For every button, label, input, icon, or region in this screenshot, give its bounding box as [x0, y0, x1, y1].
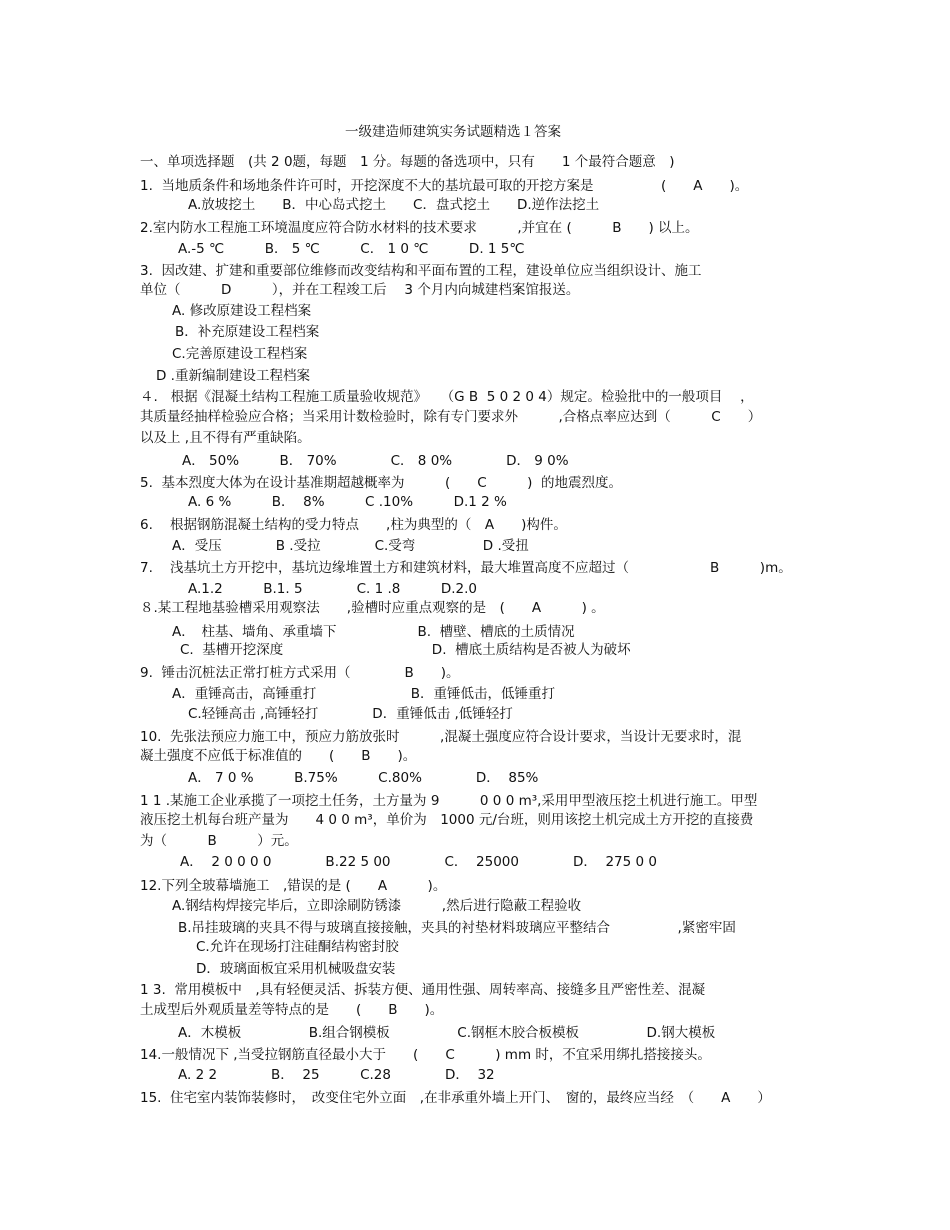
question-text: 1. 当地质条件和场地条件许可时，开挖深度不大的基坑最可取的开挖方案是 ( A )。 [140, 178, 749, 194]
answer-option: A.钢结构焊接完毕后，立即涂刷防锈漆 ,然后进行隐蔽工程验收 [172, 898, 582, 914]
question-text: 1 3. 常用模板中 ,具有轻便灵活、拆装方便、通用性强、周转率高、接缝多且严密性差、混凝 [140, 982, 706, 998]
answer-option: D．玻璃面板宜采用机械吸盘安装 [196, 961, 396, 977]
question-text: 液压挖土机每台班产量为 4 0 0 m³，单价为 1000 元/台班，则用该挖土机完成土方开挖的直接费 [140, 812, 754, 828]
answer-options: A.-5 ℃ B． 5 ℃ C． 1 0 ℃ D. 1 5℃ [178, 241, 525, 257]
page-title: 一级建造师建筑实务试题精选１答案 [345, 124, 561, 140]
answer-options: A． 2 0 0 0 0 B.22 5 00 C． 25000 D． 275 0 0 [180, 854, 657, 870]
question-text: 5. 基本烈度大体为在设计基准期超越概率为 ( C ) 的地震烈度。 [140, 475, 623, 491]
question-text: 单位（ D ），并在工程竣工后 3 个月内向城建档案馆报送。 [140, 282, 580, 298]
answer-options: C.轻锤高击 ,高锤轻打 D．重锤低击 ,低锤轻打 [188, 706, 513, 722]
question-text: 7. 浅基坑土方开挖中，基坑边缘堆置土方和建筑材料，最大堆置高度不应超过（ B )m。 [140, 560, 792, 576]
answer-options: A. 2 2 B． 25 C.28 D． 32 [178, 1067, 495, 1083]
answer-options: A． 7 0 % B.75% C.80% D． 85% [188, 770, 539, 786]
question-text: 15. 住宅室内装饰装修时， 改变住宅外立面 ,在非承重外墙上开门、 窗的，最终应当经 （ A ） [140, 1090, 771, 1106]
question-text: 10. 先张法预应力施工中，预应力筋放张时 ,混凝土强度应符合设计要求，当设计无要求时，混 [140, 729, 742, 745]
question-text: 2.室内防水工程施工环境温度应符合防水材料的技术要求 ,并宜在 ( B ) 以上。 [140, 220, 699, 236]
answer-options: A．重锤高击，高锤重打 B．重锤低击，低锤重打 [172, 686, 555, 702]
answer-options: A． 50% B． 70% C． 8 0% D． 9 0% [182, 453, 569, 469]
answer-option: C.允许在现场打注硅酮结构密封胶 [196, 939, 399, 955]
answer-options: A．受压 B .受拉 C.受弯 D .受扭 [172, 538, 529, 554]
answer-option: D .重新编制建设工程档案 [156, 368, 310, 384]
section-heading: 一、单项选择题 (共 2 0题，每题 1 分。每题的备选项中，只有 1 个最符合题意 ) [140, 154, 675, 170]
answer-options: A．木模板 B.组合钢模板 C.钢框木胶合板模板 D.钢大模板 [178, 1025, 716, 1041]
question-text: 12.下列全玻幕墙施工 ,错误的是 ( A )。 [140, 878, 447, 894]
question-text: 1 1 .某施工企业承揽了一项挖土任务，土方量为 9 0 0 0 m³,采用甲型液压挖土机进行施工。甲型 [140, 793, 758, 809]
question-text: ４. 根据《混凝土结构工程施工质量验收规范》 （G B 5 0 2 0 4）规定。检验批中的一般项目 ， [140, 389, 754, 405]
answer-option: A. 修改原建设工程档案 [172, 303, 312, 319]
question-text: 6. 根据钢筋混凝土结构的受力特点 ,柱为典型的（ A )构件。 [140, 517, 567, 533]
question-text: 9. 锤击沉桩法正常打桩方式采用（ B )。 [140, 665, 460, 681]
question-text: 其质量经抽样检验应合格；当采用计数检验时，除有专门要求外 ,合格点率应达到（ C ） [140, 409, 762, 425]
question-text: 14.一般情况下 ,当受拉钢筋直径最小大于 ( C ) mm 时，不宜采用绑扎搭接接头。 [140, 1047, 711, 1063]
question-text: 以及上 ,且不得有严重缺陷。 [140, 430, 311, 446]
answer-options: A.1.2 B.1. 5 C. 1 .8 D.2.0 [188, 581, 477, 597]
answer-options: A． 柱基、墙角、承重墙下 B. 槽壁、槽底的土质情况 [172, 624, 575, 640]
answer-option: C.完善原建设工程档案 [172, 346, 308, 362]
question-text: 凝土强度不应低于标准值的 ( B )。 [140, 748, 417, 764]
question-text: ８.某工程地基验槽采用观察法 ,验槽时应重点观察的是 ( A ) 。 [140, 600, 605, 616]
answer-options: A. 6 % B． 8% C .10% D.1 2 % [188, 494, 507, 510]
answer-option: B.吊挂玻璃的夹具不得与玻璃直接接触，夹具的衬垫材料玻璃应平整结合 ,紧密牢固 [178, 920, 736, 936]
answer-options: C. 基槽开挖深度 D. 槽底土质结构是否被人为破坏 [180, 642, 631, 658]
answer-options: A.放坡挖土 B．中心岛式挖土 C．盘式挖土 D.逆作法挖土 [188, 197, 600, 213]
question-text: 3. 因改建、扩建和重要部位维修而改变结构和平面布置的工程，建设单位应当组织设计、施工 [140, 263, 702, 279]
answer-option: B．补充原建设工程档案 [175, 324, 320, 340]
question-text: 土成型后外观质量差等特点的是 ( B )。 [140, 1002, 444, 1018]
question-text: 为（ B ）元。 [140, 833, 298, 849]
